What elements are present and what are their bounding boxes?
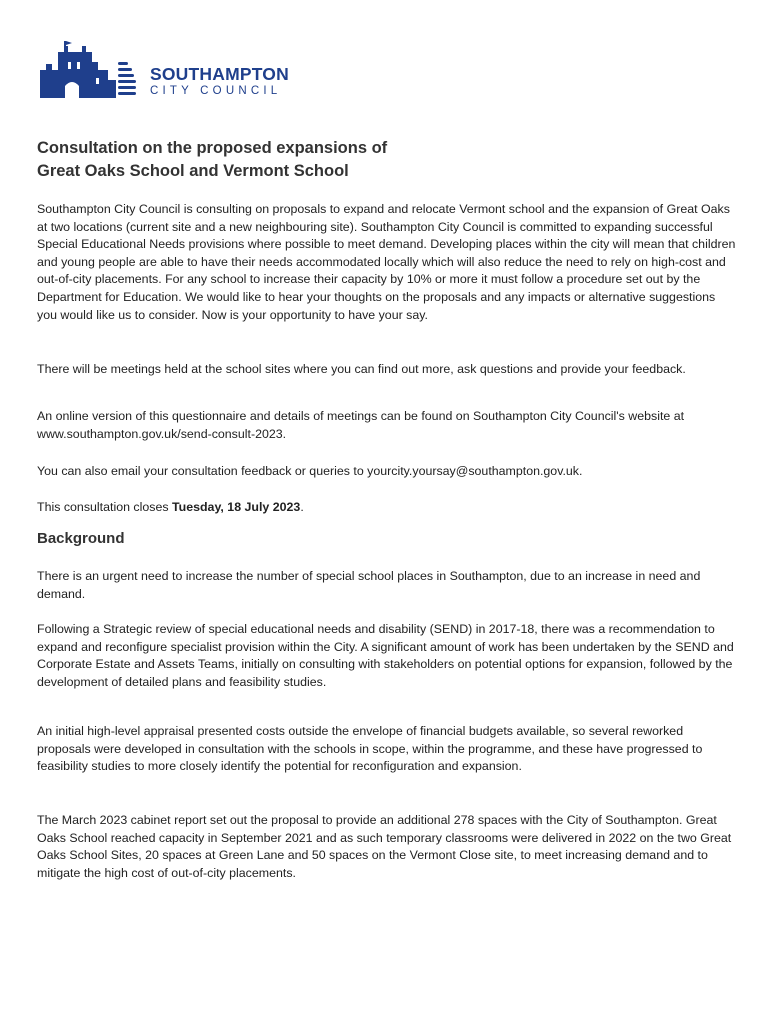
intro-paragraph-2: There will be meetings held at the school sites where you can find out more, ask questions and provide your feedback. [37, 362, 686, 376]
background-paragraph-3: An initial high-level appraisal presented costs outside the envelope of financial budgets available, so several reworked proposals were developed in consultation with the schools in scope, within the programme, and these have progressed to feasibility studies to more closely identify the potential for reconfiguration and expansion. [37, 724, 703, 774]
background-paragraph-1: There is an urgent need to increase the number of special school places in Southampton, due to an increase in need and demand. [37, 569, 701, 601]
closes-prefix: This consultation closes [37, 500, 172, 514]
closes-suffix: . [300, 500, 304, 514]
title-line-2: Great Oaks School and Vermont School [37, 162, 349, 180]
closing-date-paragraph [37, 499, 737, 517]
background-paragraph-4: The March 2023 cabinet report set out the proposal to provide an additional 278 spaces with the City of Southampton. Great Oaks School reached capacity in September 2021 and as such temporary classrooms were delivered in 2022 on the two Great Oaks School Sites, 20 spaces at Green Lane and 50 spaces on the Vermont Close site, to meet increasing demand and to mitigate the high cost of out-of-city placements. [37, 813, 732, 880]
closes-date: Tuesday, 18 July 2023 [171, 500, 301, 514]
title-line-1: Consultation on the proposed expansions of [37, 139, 388, 157]
city-skyline-icon [38, 40, 144, 102]
logo-name: SOUTHAMPTON [150, 64, 289, 84]
intro-paragraph-3: An online version of this questionnaire and details of meetings can be found on Southampton City Council's website at www.southampton.gov.uk/send-consult-2023. [37, 409, 685, 441]
intro-paragraph-4: You can also email your consultation feedback or queries to yourcity.yoursay@southampton.gov.uk. [37, 464, 583, 478]
page-title [37, 137, 737, 183]
background-heading: Background [37, 530, 125, 547]
background-paragraph-2: Following a Strategic review of special educational needs and disability (SEND) in 2017-18, there was a recommendation to expand and reconfigure specialist provision within the City. A significant amount of work has been undertaken by the SEND and Corporate Estate and Assets Teams, initially on consulting with stakeholders on potential options for expansion, followed by the development of detailed plans and feasibility studies. [37, 622, 734, 689]
intro-paragraph-1: Southampton City Council is consulting on proposals to expand and relocate Vermont school and the expansion of Great Oaks at two locations (current site and a new neighbouring site). Southampton City Council is committed to expanding successful Special Educational Needs provisions where possible to meet demand. Developing places within the city will mean that children and young people are able to have their needs accommodated locally which will also reduce the need to rely on high-cost and out-of-city placements. For any school to increase their capacity by 10% or more it must follow a procedure set out by the Department for Education. We would like to hear your thoughts on the proposals and any impacts or alternative suggestions you would like us to consider. Now is your opportunity to have your say. [37, 202, 736, 322]
council-logo [38, 40, 308, 102]
logo-subtitle: CITY COUNCIL [150, 85, 282, 97]
